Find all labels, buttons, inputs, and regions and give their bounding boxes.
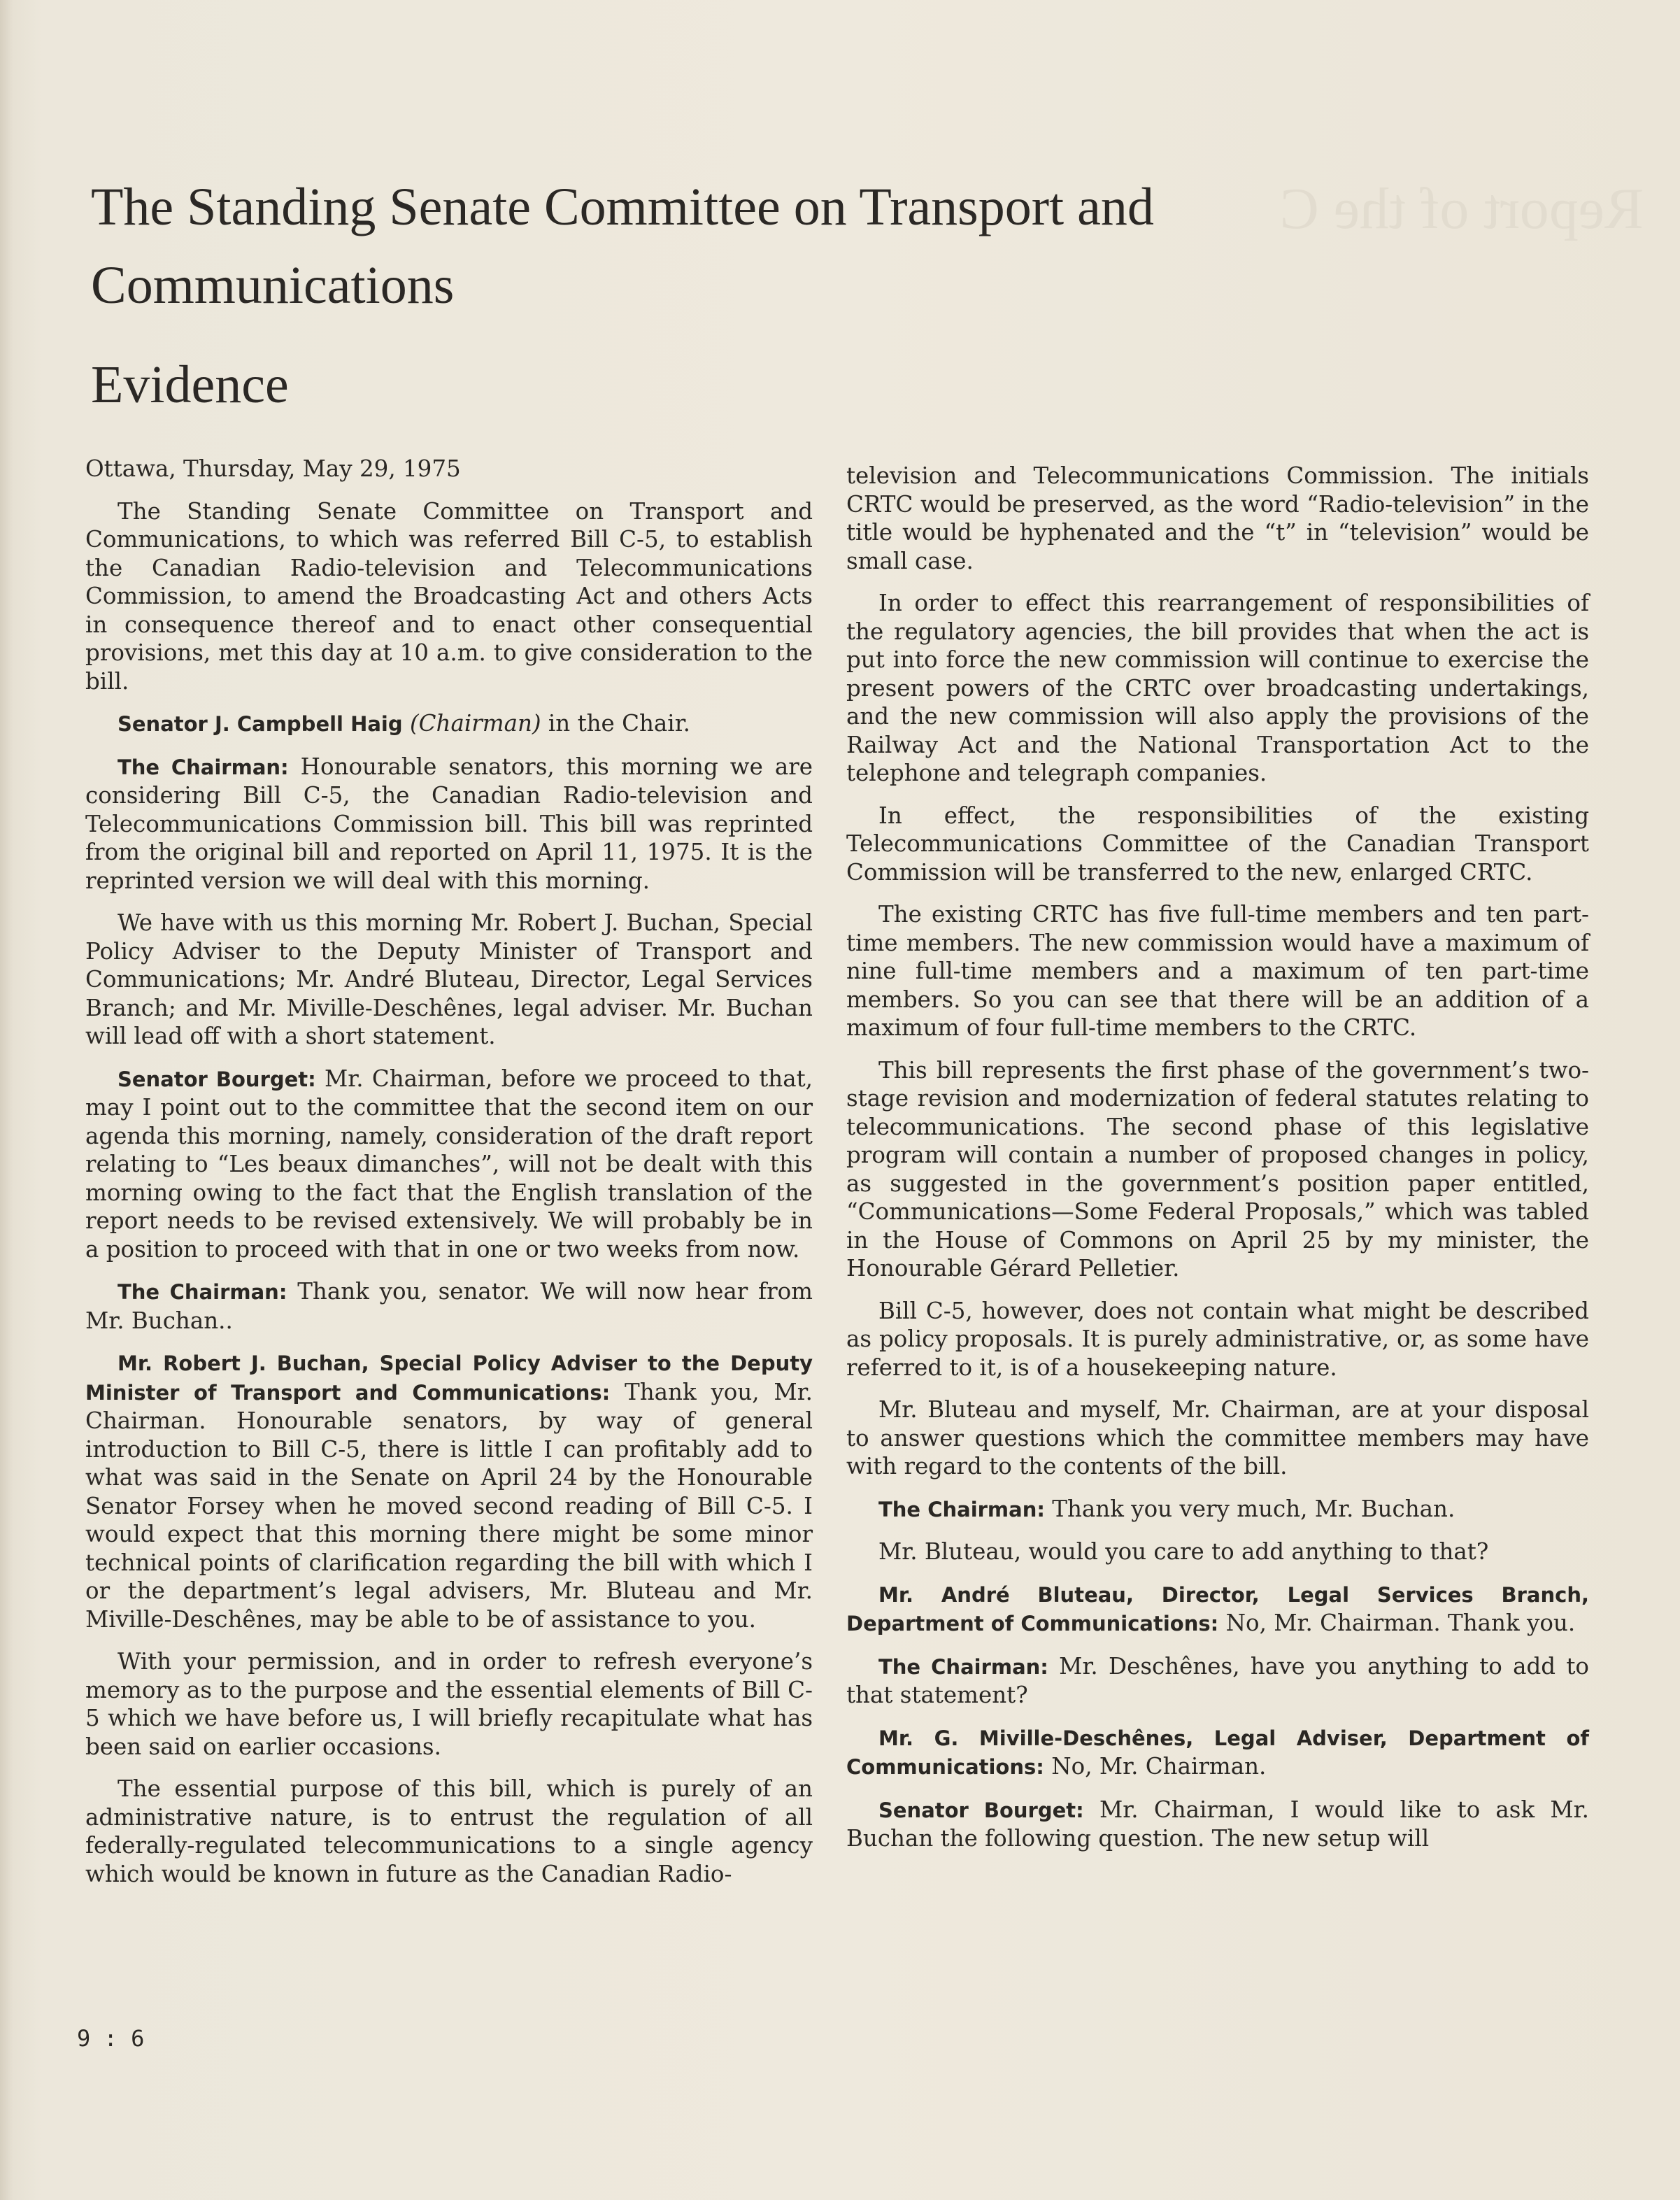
speech (85, 1065, 813, 1264)
speech (846, 1580, 1589, 1638)
speech (846, 1495, 1589, 1524)
chair-line (85, 709, 813, 739)
speech-text: Honourable senators, this morning we are considering Bill C-5, the Canadian Radio-television and Telecommunications Commission bill. This bill was reprinted from the original bill and reported on April 11, 1975. It is the reprinted version we will deal with this morning. (85, 753, 813, 894)
speaker-name: Mr. G. Miville-Deschênes, Legal Adviser, Department of Communications: (846, 1726, 1589, 1779)
section-title: Evidence (91, 355, 289, 414)
right-column (846, 462, 1589, 1867)
paragraph: The essential purpose of this bill, which is purely of an administrative nature, is to entrust the regulation of all federally-regulated telecommunications to a single agency which would be known in future as the Canadian Radio- (85, 1775, 813, 1887)
paragraph: We have with us this morning Mr. Robert J. Buchan, Special Policy Adviser to the Deputy Minister of Transport and Communications; Mr. André Bluteau, Director, Legal Services Branch; and Mr. Miville-Deschênes, legal adviser. Mr. Buchan will lead off with a short statement. (85, 909, 813, 1049)
speech (85, 753, 813, 895)
speaker-name: Senator Bourget: (878, 1798, 1084, 1822)
paragraph: The Standing Senate Committee on Transport and Communications, to which was referred Bill C-5, to establish the Canadian Radio-television and Telecommunications Commission, to amend the Broadcasting Act and others Acts in consequence thereof and to enact other consequential provisions, met this day at 10 a.m. to give consideration to the bill. (85, 497, 813, 695)
chair-line-tail: in the Chair. (541, 710, 690, 737)
left-column (85, 455, 813, 1902)
speaker-name: The Chairman: (878, 1497, 1045, 1521)
speech (846, 1796, 1589, 1853)
speech (846, 1724, 1589, 1782)
paragraph: television and Telecommunications Commission. The initials CRTC would be preserved, as the word “Radio-television” in the title would be hyphenated and the “t” in “television” would be small case. (846, 462, 1589, 574)
speaker-name: Mr. André Bluteau, Director, Legal Services Branch, Department of Communications: (846, 1582, 1589, 1635)
speaker-name: Mr. Robert J. Buchan, Special Policy Adviser to the Deputy Minister of Transport and Communications: (85, 1351, 813, 1405)
speaker-name: The Chairman: (118, 1280, 287, 1304)
speaker-name: Senator Bourget: (118, 1067, 316, 1091)
dateline: Ottawa, Thursday, May 29, 1975 (85, 455, 461, 482)
speech-text: Thank you, Mr. Chairman. Honourable senators, by way of general introduction to Bill C-5, there is little I can profitably add to what was said in the Senate on April 24 by the Honourable Senator Forsey when he moved second reading of Bill C-5. I would expect that this morning there might be some minor technical points of clarification regarding the bill with which I or the department’s legal advisers, Mr. Bluteau and Mr. Miville-Deschênes, may be able to be of assistance to you. (85, 1378, 813, 1633)
paragraph: The existing CRTC has five full-time members and ten part-time members. The new commission would have a maximum of nine full-time members and a maximum of ten part-time members. So you can see that there will be an addition of a maximum of four full-time members to the CRTC. (846, 901, 1589, 1041)
speech-text: Thank you very much, Mr. Buchan. (1044, 1495, 1455, 1522)
speech (85, 1349, 813, 1633)
speech-text: No, Mr. Chairman. Thank you. (1218, 1610, 1576, 1636)
page-title: The Standing Senate Committee on Transport and Communications (91, 178, 1154, 315)
speaker-role: (Chairman) (409, 710, 541, 737)
speaker-name: The Chairman: (878, 1654, 1048, 1679)
page-edge (0, 0, 13, 2200)
speech-text: No, Mr. Chairman. (1044, 1753, 1267, 1780)
paragraph: This bill represents the first phase of the government’s two-stage revision and modernization of federal statutes relating to telecommunications. The second phase of this legislative program will contain a number of proposed changes in policy, as suggested in the government’s position paper entitled, “Communications—Some Federal Proposals,” which was tabled in the House of Commons on April 25 by my minister, the Honourable Gérard Pelletier. (846, 1056, 1589, 1282)
paragraph: Bill C-5, however, does not contain what might be described as policy proposals. It is purely administrative, or, as some have referred to it, is of a housekeeping nature. (846, 1297, 1589, 1381)
speech-text: Thank you, senator. We will now hear from Mr. Buchan.. (85, 1278, 813, 1334)
paragraph: In order to effect this rearrangement of responsibilities of the regulatory agencies, the bill provides that when the act is put into force the new commission will continue to exercise the present powers of the CRTC over broadcasting undertakings, and the new commission will also apply the provisions of the Railway Act and the National Transportation Act to the telephone and telegraph companies. (846, 590, 1589, 786)
paragraph: Mr. Bluteau, would you care to add anything to that? (878, 1538, 1489, 1565)
speech-text: Mr. Chairman, I would like to ask Mr. Buchan the following question. The new setup will (846, 1796, 1589, 1852)
paragraph: In effect, the responsibilities of the existing Telecommunications Committee of the Canadian Transport Commission will be transferred to the new, enlarged CRTC. (846, 802, 1589, 886)
speech-text: Mr. Deschênes, have you anything to add to that statement? (846, 1652, 1589, 1708)
paragraph: With your permission, and in order to refresh everyone’s memory as to the purpose and the essential elements of Bill C-5 which we have before us, I will briefly recapitulate what has been said on earlier occasions. (85, 1648, 813, 1760)
speaker-name: The Chairman: (118, 755, 289, 779)
paragraph: Mr. Bluteau and myself, Mr. Chairman, are at your disposal to answer questions which the committee members may have with regard to the contents of the bill. (846, 1396, 1589, 1479)
bleed-through-text: Report of the C (1279, 176, 1644, 241)
speech-text: Mr. Chairman, before we proceed to that, may I point out to the committee that the second item on our agenda this morning, namely, consideration of the draft report relating to “Les beaux dimanches”, will not be dealt with this morning owing to the fact that the English translation of the report needs to be revised extensively. We will probably be in a position to proceed with that in one or two weeks from now. (85, 1065, 813, 1263)
page-number: 9 : 6 (77, 2025, 145, 2052)
speech (85, 1277, 813, 1335)
speech (846, 1652, 1589, 1710)
speaker-name: Senator J. Campbell Haig (118, 712, 403, 736)
